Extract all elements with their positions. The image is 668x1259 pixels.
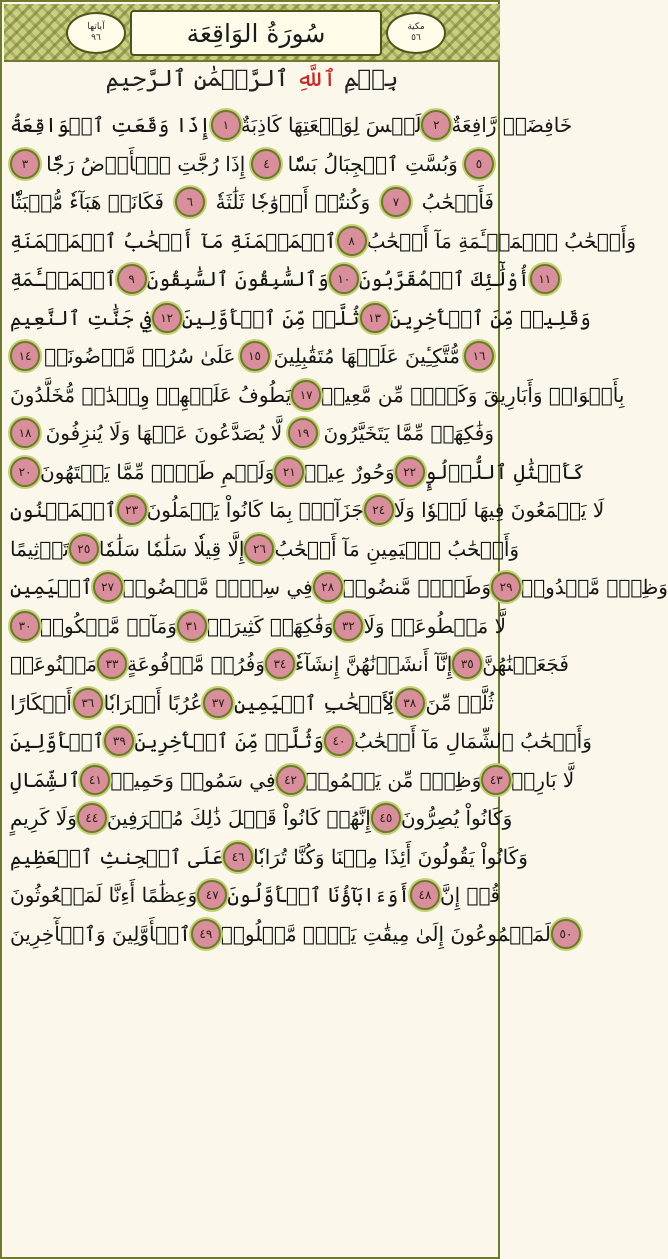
ayah-number-marker: ٢٠ [10,457,40,487]
verse-text: ٱلۡمَكۡنُونِ [10,498,117,523]
verse-text: إِذَا وَقَعَتِ ٱلۡوَاقِعَةُ [10,113,211,138]
verse-text: خَافِضَةٞ رَّافِعَةٌ [451,113,573,138]
verse-text: فِي جَنَّٰتِ ٱلنَّعِيمِ [10,305,152,330]
verse-text: تَأۡثِيمًا [10,536,69,561]
verse-text: جَزَآءَۢ بِمَا كَانُواْ يَعۡمَلُونَ [146,498,364,523]
ayah-number-marker: ٥ [464,149,494,179]
ayah-number-marker: ٣٢ [333,611,363,641]
ayah-number-marker: ٣٤ [265,649,295,679]
ayah-number-marker: ١٦ [464,341,494,371]
verse-text: لِّأَصۡحَٰبِ ٱلۡيَمِينِ [234,690,394,715]
ayah-count-number: ٩٦ [91,33,101,43]
ayah-number-marker: ٢٤ [364,495,394,525]
ayah-number-marker: ٤ [251,149,281,179]
ayah-count-medallion [66,12,126,54]
verse-line [10,299,591,338]
verse-text: وَكُنتُمۡ أَزۡوَٰجٗا ثَلَٰثَةٗ [215,190,371,215]
verse-text: كَأَمۡثَٰلِ ٱللُّؤۡلُوِٕ [424,459,585,484]
ayah-number-marker: ١٩ [288,418,318,448]
ayah-number-marker: ٥٠ [551,919,581,949]
verse-text: ٱلۡأَوَّلِينَ [10,729,105,754]
verse-text: ٱلۡيَمِينِ [10,575,93,600]
basmala-allah: ٱللَّهِ [296,66,337,92]
ayah-number-marker: ١١ [530,264,560,294]
ayah-number-marker: ١٥ [240,341,270,371]
verse-text: ثُلَّةٞ مِّنَ ٱلۡأَوَّلِينَ [181,305,360,330]
verse-text: مُّتَّكِـِٔينَ عَلَيۡهَا مُتَقَٰبِلِينَ [273,344,460,369]
ayah-number-marker: ٤٩ [191,919,221,949]
ayah-number-marker: ٤٧ [197,880,227,910]
ayah-number-marker: ٣٨ [395,688,425,718]
surah-order-medallion [386,12,446,54]
verse-text: لَّا بَارِدٖ [511,767,575,792]
ayah-number-marker: ٢١ [274,457,304,487]
verse-text: بِأَكۡوَابٖ وَأَبَارِيقَ وَكَأۡسٖ مِّن مَّعِينٖ [321,382,625,407]
verse-text: فِي سَمُومٖ وَحَمِيمٖ [110,767,276,792]
verse-text: عُرُبًا أَتۡرَابٗا [103,690,203,715]
verse-text: وَأَصۡحَٰبُ ٱلۡمَشۡـَٔمَةِ مَآ أَصۡحَٰبُ [366,228,637,253]
verse-text: وَطَلۡحٖ مَّنضُودٖ [342,575,492,600]
verse-text: وَمَآءٖ مَّسۡكُوبٖ [40,613,177,638]
verse-line [10,645,569,684]
ayah-number-marker: ٢٩ [491,572,521,602]
verse-line [10,337,494,376]
verse-text: ٱلۡأَوَّلِينَ وَٱلۡأٓخِرِينَ [10,921,191,946]
verse-line [10,376,625,415]
ayah-number-marker: ٣ [10,149,40,179]
verse-line [10,838,528,877]
verse-text: لَّا يُصَدَّعُونَ عَنۡهَا وَلَا يُنزِفُونَ [45,421,283,446]
ayah-number-marker: ٢٢ [395,457,425,487]
verse-line [10,491,605,530]
ayah-number-marker: ٢٧ [93,572,123,602]
verse-text: وَحُورٌ عِينٞ [304,459,395,484]
ayah-number-marker: ٣٣ [97,649,127,679]
verse-text: وَظِلّٖ مِّن يَحۡمُومٖ [305,767,482,792]
verse-text: أَبۡكَارًا [10,690,72,715]
verse-text: ثُلَّةٞ مِّنَ [425,690,494,715]
verse-text: مَمۡنُوعَةٖ [10,652,98,677]
verse-text: إِلَّا قِيلٗا سَلَٰمٗا سَلَٰمٗا [98,536,245,561]
ayah-number-marker: ٤٢ [276,765,306,795]
ayah-number-marker: ٨ [337,226,367,256]
verse-line [10,684,494,723]
ayah-number-marker: ٣١ [177,611,207,641]
ayah-number-marker: ٣٥ [452,649,482,679]
ayah-number-marker: ٤٤ [77,803,107,833]
ayah-number-marker: ١ [211,110,241,140]
ayah-number-marker: ١٠ [329,264,359,294]
verse-line [10,145,494,184]
ayah-number-marker: ٣٩ [104,726,134,756]
basmala-post: ٱلرَّحۡمَٰنِ ٱلرَّحِيمِ [105,66,289,92]
ayah-number-marker: ١٣ [360,303,390,333]
verse-text: إِنَّهُمۡ كَانُواْ قَبۡلَ ذَٰلِكَ مُتۡرَفِينَ [106,806,371,831]
ayah-number-marker: ٤٨ [410,880,440,910]
verse-text: لَيۡسَ لِوَقۡعَتِهَا كَاذِبَةٌ [240,113,422,138]
verse-line [10,414,494,453]
verse-line [10,876,501,915]
verse-line [10,453,585,492]
verse-text: وَٱلسَّٰبِقُونَ ٱلسَّٰبِقُونَ [146,267,329,292]
verse-text: فَكَانَتۡ هَبَآءٗ مُّنۢبَثّٗا [10,190,164,215]
surah-header-banner [4,4,500,62]
ayah-number-marker: ٣٧ [203,688,233,718]
verse-text: وَلَحۡمِ طَيۡرٖ مِّمَّا يَشۡتَهُونَ [40,459,275,484]
verse-text: وَكَانُواْ يُصِرُّونَ [400,806,513,831]
verse-text: وَأَصۡحَٰبُ ٱلۡيَمِينِ مَآ أَصۡحَٰبُ [274,536,520,561]
verse-line [10,222,637,261]
ayah-number-marker: ٩ [117,264,147,294]
ayah-number-marker: ٤٣ [481,765,511,795]
basmala-pre: بِسۡمِ [343,66,399,92]
verse-line [10,722,592,761]
ayah-number-marker: ٢ [421,110,451,140]
surah-number: ٥٦ [411,33,421,43]
ayah-number-marker: ٤٥ [371,803,401,833]
ayah-number-marker: ٦ [175,187,205,217]
verse-text: عَلَىٰ سُرُرٖ مَّوۡضُونَةٖ [44,344,236,369]
ayah-number-marker: ١٤ [10,341,40,371]
verse-text: وَفُرُشٖ مَّرۡفُوعَةٍ [127,652,265,677]
verse-text: وَكَانُواْ يَقُولُونَ أَئِذَا مِتۡنَا وَكُنَّا تُرَابٗا [253,844,528,869]
verse-text: ٱلۡمَشۡـَٔمَةِ [10,267,117,292]
verse-text: وَعِظَٰمًا أَءِنَّا لَمَبۡعُوثُونَ [10,883,198,908]
verse-text: ٱلۡمَيۡمَنَةِ مَآ أَصۡحَٰبُ ٱلۡمَيۡمَنَةِ [10,228,337,253]
verse-line [10,761,575,800]
verse-text: وَبُسَّتِ ٱلۡجِبَالُ بَسّٗا [287,151,458,176]
verse-text: قُلۡ إِنَّ [439,883,501,908]
verse-text: وَلَا كَرِيمٍ [10,806,77,831]
verse-text: إِنَّآ أَنشَأۡنَٰهُنَّ إِنشَآءٗ [294,652,453,677]
verse-text: أُوْلَٰٓئِكَ ٱلۡمُقَرَّبُونَ [358,267,530,292]
ayah-number-marker: ٢٦ [244,534,274,564]
verse-text: لَا يَسۡمَعُونَ فِيهَا لَغۡوٗا وَلَا [393,498,605,523]
verse-text: وَفَٰكِهَةٖ كَثِيرَةٖ [206,613,334,638]
verse-text: فِي سِدۡرٖ مَّخۡضُودٖ [122,575,313,600]
verse-line [10,183,494,222]
ayah-number-marker: ٢٨ [313,572,343,602]
ayah-number-marker: ٤٦ [223,842,253,872]
ayah-number-marker: ٣٠ [10,611,40,641]
verse-line [10,799,513,838]
verse-line [10,607,506,646]
verse-text: وَفَٰكِهَةٖ مِّمَّا يَتَخَيَّرُونَ [323,421,494,446]
verse-text: يَطُوفُ عَلَيۡهِمۡ وِلۡدَٰنٞ مُّخَلَّدُونَ [10,382,292,407]
ayah-number-marker: ١٧ [291,380,321,410]
verse-line [10,260,552,299]
revelation-type-label: مكية [407,22,425,32]
ayah-number-marker: ٣٦ [73,688,103,718]
ayah-number-marker: ١٨ [10,418,40,448]
ayah-number-marker: ٢٣ [117,495,147,525]
verse-text: وَظِلّٖ مَّمۡدُودٖ [521,575,668,600]
verse-line [10,106,573,145]
ayah-number-marker: ٤١ [80,765,110,795]
verse-text: لَّا مَقۡطُوعَةٖ وَلَا [363,613,506,638]
verse-text: ٱلشِّمَالِ [10,767,81,792]
verse-text: وَقَلِيلٞ مِّنَ ٱلۡأٓخِرِينَ [389,305,591,330]
verse-text: إِذَا رُجَّتِ ٱلۡأَرۡضُ رَجّٗا [46,151,246,176]
verse-text: عَلَى ٱلۡحِنثِ ٱلۡعَظِيمِ [10,844,224,869]
verse-text: فَأَصۡحَٰبُ [421,190,494,215]
verse-text: أَوَءَابَآؤُنَا ٱلۡأَوَّلُونَ [227,883,410,908]
verse-text: لَمَجۡمُوعُونَ إِلَىٰ مِيقَٰتِ يَوۡمٖ مَّعۡلُومٖ [220,921,551,946]
verse-text: فَجَعَلۡنَٰهُنَّ [482,652,569,677]
verse-line [10,915,573,954]
ayah-number-marker: ٧ [381,187,411,217]
ayah-number-marker: ١٢ [152,303,182,333]
ayah-count-label: آياتها [87,22,105,32]
verse-lines [10,106,668,953]
ayah-number-marker: ٤٠ [324,726,354,756]
verse-line [10,568,668,607]
verse-text: وَثُلَّةٞ مِّنَ ٱلۡأٓخِرِينَ [134,729,324,754]
basmala [2,66,502,102]
ayah-number-marker: ٢٥ [69,534,99,564]
verse-line [10,530,520,569]
verse-text: وَأَصۡحَٰبُ ٱلشِّمَالِ مَآ أَصۡحَٰبُ [353,729,592,754]
surah-title: سُورَةُ الوَاقِعَة [186,18,326,48]
surah-title-cartouche [130,10,382,56]
